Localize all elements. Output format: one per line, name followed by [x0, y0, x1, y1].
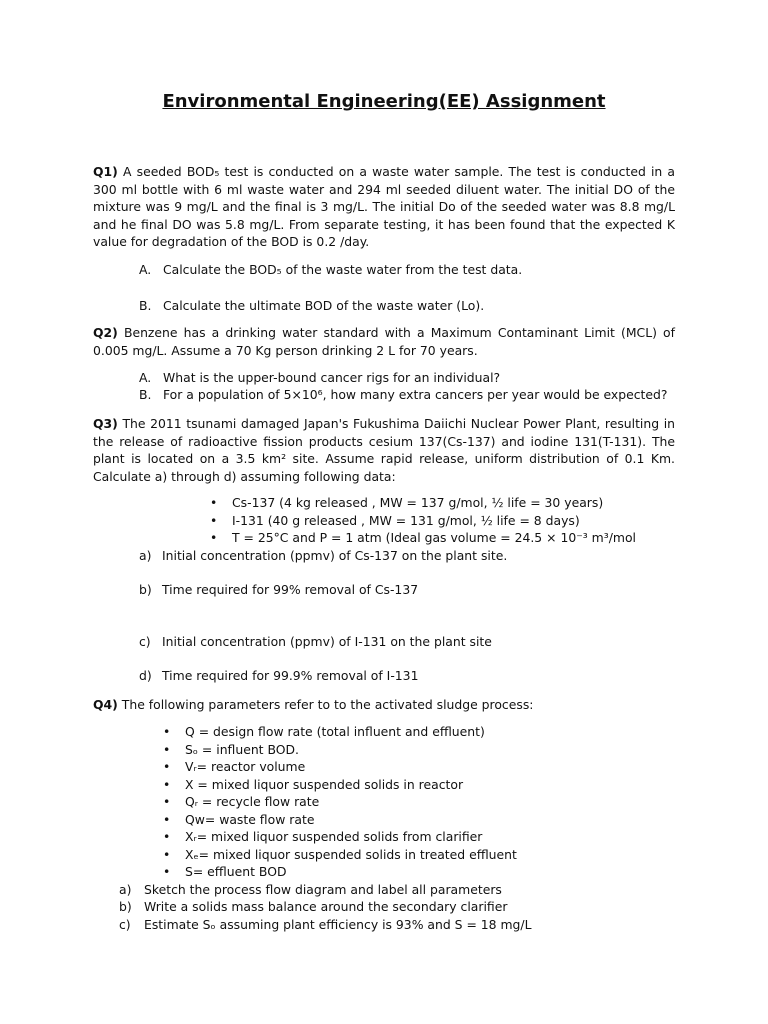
bullet-icon: •: [163, 742, 171, 757]
bullet-icon: •: [210, 495, 218, 510]
q1-part-b-text: Calculate the ultimate BOD of the waste water (Lo).: [163, 298, 485, 313]
q3-part-d-label: d): [139, 668, 152, 683]
q3-part-b-label: b): [139, 582, 152, 597]
bullet-icon: •: [163, 847, 171, 862]
q2-part-a-text: What is the upper-bound cancer rigs for an individual?: [163, 370, 501, 385]
question-2-label: Q2): [93, 325, 118, 340]
bullet-icon: •: [210, 530, 218, 545]
q3-part-a-label: a): [139, 548, 152, 563]
bullet-icon: •: [163, 794, 171, 809]
q4-bullet: • Qᵣ = recycle flow rate: [163, 794, 320, 809]
question-3-label: Q3): [93, 416, 118, 431]
q4-bullet: • Sₒ = influent BOD.: [163, 742, 299, 757]
question-1-text: A seeded BOD₅ test is conducted on a waste water sample. The test is conducted in a 300 ml bottle with 6 ml waste water and 294 ml seeded diluent water. The initial DO of the mixture was 9 mg/L and the final is 3 mg/L. The initial Do of the seeded water was 8.8 mg/L and he final DO was 5.8 mg/L. From separate testing, it has been found that the expected K value for degradation of the BOD is 0.2 /day.: [93, 164, 675, 249]
q4-bullet: • Xᵣ= mixed liquor suspended solids from clarifier: [163, 829, 483, 844]
q1-part-a-label: A.: [139, 262, 152, 277]
question-4: [93, 696, 675, 714]
question-1-label: Q1): [93, 164, 118, 179]
q2-part-a-label: A.: [139, 370, 152, 385]
q3-part-c-label: c): [139, 634, 151, 649]
q4-bullet: • Qw= waste flow rate: [163, 812, 315, 827]
q1-part-a-text: Calculate the BOD₅ of the waste water from the test data.: [163, 262, 523, 277]
q3-bullet: • Cs-137 (4 kg released , MW = 137 g/mol, ½ life = 30 years): [210, 495, 604, 510]
q4-part-c-text: Estimate Sₒ assuming plant efficiency is 93% and S = 18 mg/L: [144, 917, 532, 932]
q4-bullet: • Vᵣ= reactor volume: [163, 759, 306, 774]
bullet-icon: •: [163, 724, 171, 739]
question-4-label: Q4): [93, 697, 118, 712]
q3-part-a-text: Initial concentration (ppmv) of Cs-137 on the plant site.: [162, 548, 508, 563]
q2-part-b-label: B.: [139, 387, 152, 402]
question-1: [93, 163, 675, 251]
q4-part-a-text: Sketch the process flow diagram and label all parameters: [144, 882, 502, 897]
q4-part-b-label: b): [119, 899, 132, 914]
question-3-text: The 2011 tsunami damaged Japan's Fukushima Daiichi Nuclear Power Plant, resulting in the release of radioactive fission products cesium 137(Cs-137) and iodine 131(T-131). The plant is located on a 3.5 km² site. Assume rapid release, uniform distribution of 0.1 Km. Calculate a) through d) assuming following data:: [93, 416, 675, 484]
question-3: [93, 415, 675, 485]
bullet-icon: •: [210, 513, 218, 528]
q4-bullet: • X = mixed liquor suspended solids in reactor: [163, 777, 464, 792]
q3-part-c-text: Initial concentration (ppmv) of I-131 on the plant site: [162, 634, 492, 649]
bullet-icon: •: [163, 759, 171, 774]
q2-part-b-text: For a population of 5×10⁶, how many extra cancers per year would be expected?: [163, 387, 668, 402]
q4-part-a-label: a): [119, 882, 132, 897]
bullet-icon: •: [163, 829, 171, 844]
question-2-text: Benzene has a drinking water standard with a Maximum Contaminant Limit (MCL) of 0.005 mg/L. Assume a 70 Kg person drinking 2 L for 70 years.: [93, 325, 675, 358]
q4-bullet: • S= effluent BOD: [163, 864, 287, 879]
q4-part-c-label: c): [119, 917, 131, 932]
q4-bullet: • Q = design flow rate (total influent and effluent): [163, 724, 485, 739]
q3-part-b-text: Time required for 99% removal of Cs-137: [162, 582, 419, 597]
bullet-icon: •: [163, 812, 171, 827]
q1-part-b-label: B.: [139, 298, 152, 313]
question-4-text: The following parameters refer to to the activated sludge process:: [121, 697, 534, 712]
q4-bullet: • Xₑ= mixed liquor suspended solids in treated effluent: [163, 847, 517, 862]
q3-bullet: • T = 25°C and P = 1 atm (Ideal gas volume = 24.5 × 10⁻³ m³/mol: [210, 530, 636, 545]
page-title: Environmental Engineering(EE) Assignment: [162, 91, 606, 112]
q3-bullet: • I-131 (40 g released , MW = 131 g/mol, ½ life = 8 days): [210, 513, 580, 528]
bullet-icon: •: [163, 864, 171, 879]
question-2: [93, 324, 675, 359]
bullet-icon: •: [163, 777, 171, 792]
q3-part-d-text: Time required for 99.9% removal of I-131: [162, 668, 419, 683]
q4-part-b-text: Write a solids mass balance around the secondary clarifier: [144, 899, 508, 914]
